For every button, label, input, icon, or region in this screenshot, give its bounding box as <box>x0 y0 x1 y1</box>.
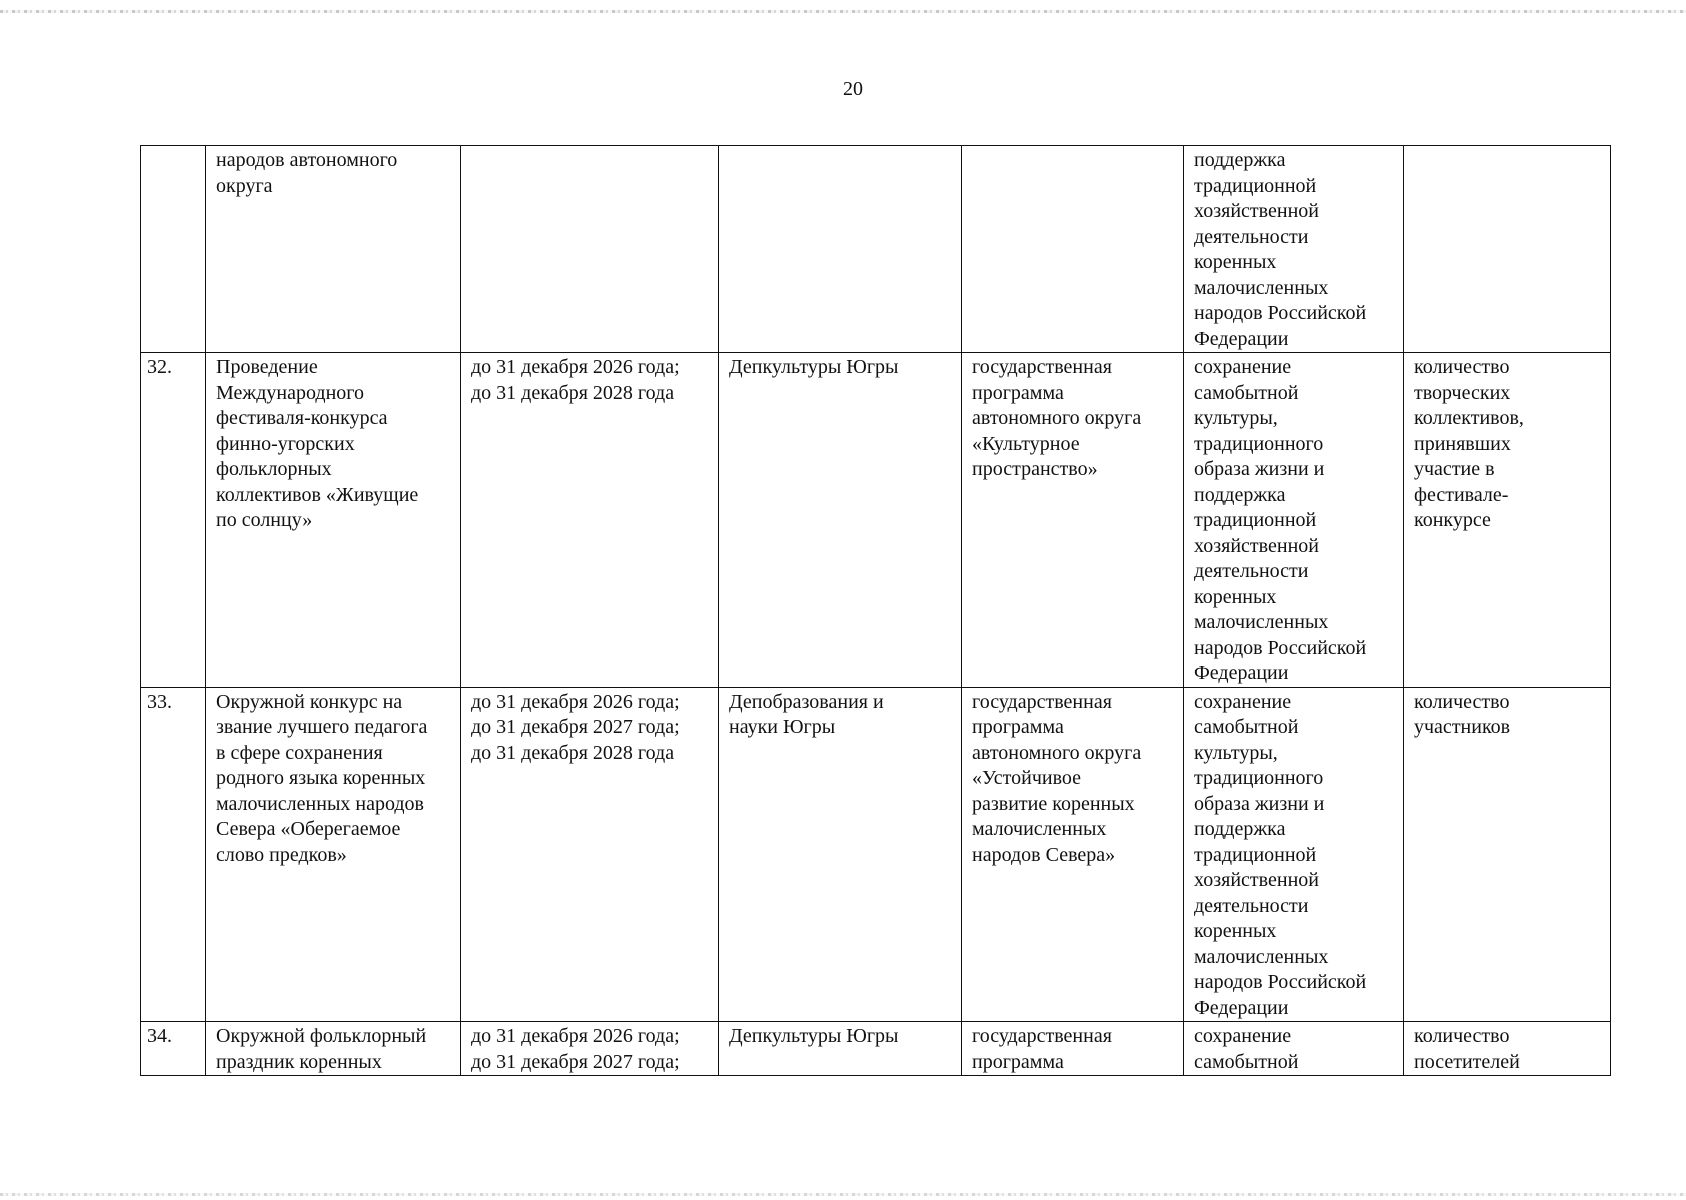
indicator-cell <box>1404 146 1611 353</box>
goal-cell: поддержка традиционной хозяйственной деятельности коренных малочисленных народов Российской Федерации <box>1184 146 1404 353</box>
scan-edge-top <box>0 10 1686 13</box>
measures-table <box>140 145 1611 1076</box>
row-number-cell: 33. <box>141 687 206 1022</box>
program-cell: государственная программа автономного округа «Культурное пространство» <box>962 353 1184 688</box>
row-number-cell <box>141 146 206 353</box>
event-name-cell: народов автономного округа <box>206 146 461 353</box>
row-number-cell: 34. <box>141 1022 206 1076</box>
program-cell: государственная программа <box>962 1022 1184 1076</box>
table-row <box>141 353 1611 688</box>
indicator-cell: количество творческих коллективов, принявших участие в фестивале- конкурсе <box>1404 353 1611 688</box>
deadline-cell <box>461 146 719 353</box>
table-row <box>141 1022 1611 1076</box>
event-name-cell: Проведение Международного фестиваля-конкурса финно-угорских фольклорных коллективов «Живущие по солнцу» <box>206 353 461 688</box>
executor-cell <box>719 146 962 353</box>
executor-cell: Депкультуры Югры <box>719 1022 962 1076</box>
scan-edge-bottom <box>0 1193 1686 1196</box>
event-name-cell: Окружной фольклорный праздник коренных <box>206 1022 461 1076</box>
executor-cell: Депкультуры Югры <box>719 353 962 688</box>
indicator-cell: количество посетителей <box>1404 1022 1611 1076</box>
program-cell: государственная программа автономного округа «Устойчивое развитие коренных малочисленных народов Севера» <box>962 687 1184 1022</box>
executor-cell: Депобразования и науки Югры <box>719 687 962 1022</box>
goal-cell: сохранение самобытной культуры, традиционного образа жизни и поддержка традиционной хозяйственной деятельности коренных малочисленных народов Российской Федерации <box>1184 353 1404 688</box>
program-cell <box>962 146 1184 353</box>
table-row <box>141 146 1611 353</box>
indicator-cell: количество участников <box>1404 687 1611 1022</box>
goal-cell: сохранение самобытной <box>1184 1022 1404 1076</box>
event-name-cell: Окружной конкурс на звание лучшего педагога в сфере сохранения родного языка коренных малочисленных народов Севера «Оберегаемое слово предков» <box>206 687 461 1022</box>
deadline-cell: до 31 декабря 2026 года; до 31 декабря 2027 года; до 31 декабря 2028 года <box>461 687 719 1022</box>
page-number: 20 <box>843 78 863 100</box>
deadline-cell: до 31 декабря 2026 года; до 31 декабря 2027 года; <box>461 1022 719 1076</box>
table-row <box>141 687 1611 1022</box>
goal-cell: сохранение самобытной культуры, традиционного образа жизни и поддержка традиционной хозяйственной деятельности коренных малочисленных народов Российской Федерации <box>1184 687 1404 1022</box>
row-number-cell: 32. <box>141 353 206 688</box>
deadline-cell: до 31 декабря 2026 года; до 31 декабря 2028 года <box>461 353 719 688</box>
